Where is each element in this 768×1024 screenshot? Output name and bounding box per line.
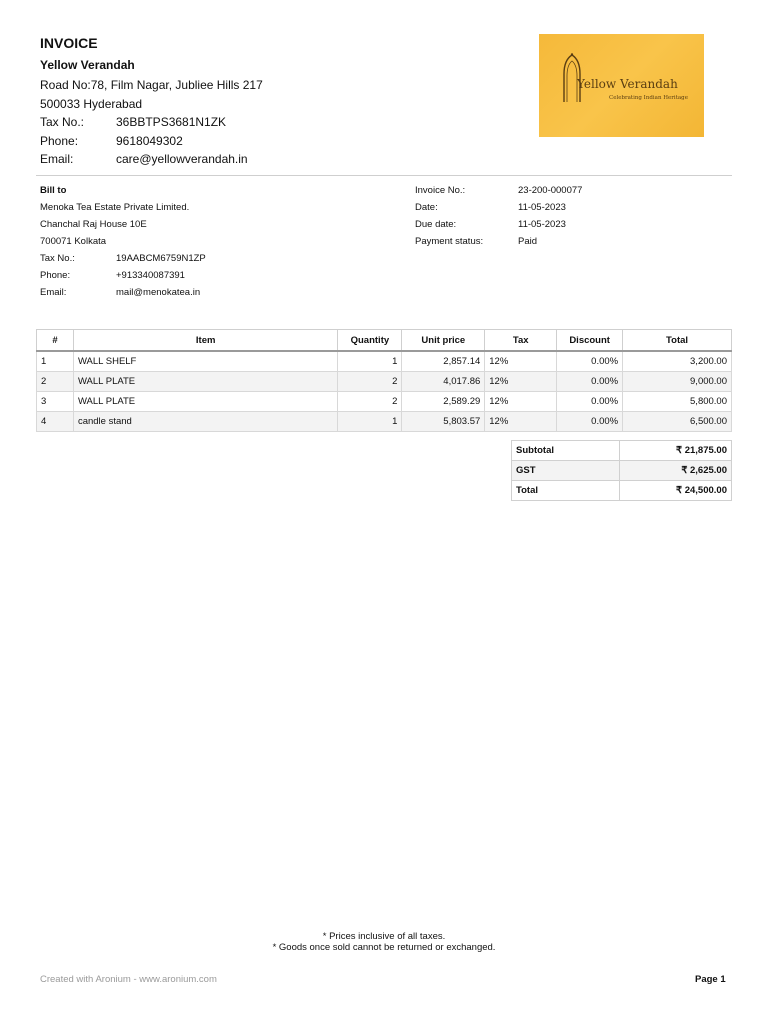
seller-phone-row [40, 132, 263, 151]
footer-note-returns: * Goods once sold cannot be returned or exchanged. [272, 942, 496, 953]
items-header-row [37, 330, 732, 352]
due-date-label: Due date: [415, 219, 457, 230]
seller-email-value: care@yellowverandah.in [116, 152, 248, 166]
footer-notes [0, 931, 768, 953]
cell-quantity: 2 [338, 392, 402, 412]
invoice-no-value: 23-200-000077 [518, 185, 583, 196]
items-table [36, 329, 732, 432]
col-header-discount: Discount [557, 330, 623, 352]
date-label: Date: [415, 202, 438, 213]
bill-to-tax-value: 19AABCM6759N1ZP [116, 253, 206, 264]
bill-to-address-line2: 700071 Kolkata [40, 236, 107, 247]
grand-total-row [512, 481, 732, 501]
cell-item: WALL PLATE [73, 392, 337, 412]
cell-item: WALL PLATE [73, 372, 337, 392]
seller-phone-label: Phone: [40, 133, 79, 148]
grand-total-value: ₹ 24,500.00 [620, 481, 732, 501]
logo-tagline: Celebrating Indian Heritage [609, 95, 688, 101]
date-row [415, 202, 582, 219]
due-date-row [415, 219, 582, 236]
seller-phone-value: 9618049302 [116, 133, 183, 148]
cell-tax: 12% [485, 412, 557, 432]
cell-total: 5,800.00 [623, 392, 732, 412]
cell-total: 3,200.00 [623, 351, 732, 372]
totals-table [511, 440, 732, 501]
cell-number: 3 [37, 392, 74, 412]
cell-unit-price: 4,017.86 [402, 372, 485, 392]
bill-to-phone-row [40, 270, 206, 287]
invoice-meta [415, 185, 582, 253]
due-date-value: 11-05-2023 [518, 219, 566, 230]
page-number: Page 1 [695, 974, 726, 985]
cell-tax: 12% [485, 351, 557, 372]
logo-name: Yellow Verandah [577, 77, 678, 91]
bill-to-email-value: mail@menokatea.in [116, 287, 201, 298]
cell-unit-price: 5,803.57 [402, 412, 485, 432]
header-divider [36, 175, 732, 176]
seller-name: Yellow Verandah [40, 58, 135, 72]
invoice-no-row [415, 185, 582, 202]
table-row [37, 351, 732, 372]
company-logo [539, 34, 704, 137]
bill-to-phone-label: Phone: [40, 270, 71, 281]
table-row [37, 372, 732, 392]
date-value: 11-05-2023 [518, 202, 566, 213]
col-header-total: Total [623, 330, 732, 352]
bill-to-address-line1: Chanchal Raj House 10E [40, 219, 147, 230]
payment-status-value: Paid [518, 236, 538, 247]
bill-to-email-row [40, 287, 206, 304]
created-with-link[interactable]: Created with Aronium - www.aronium.com [40, 974, 217, 985]
bill-to-tax-row [40, 253, 206, 270]
cell-discount: 0.00% [557, 372, 623, 392]
bill-to-heading: Bill to [40, 185, 67, 196]
cell-unit-price: 2,857.14 [402, 351, 485, 372]
gst-label: GST [512, 461, 620, 481]
cell-total: 6,500.00 [623, 412, 732, 432]
col-header-unit-price: Unit price [402, 330, 485, 352]
seller-tax-row [40, 113, 263, 132]
cell-quantity: 2 [338, 372, 402, 392]
gst-row [512, 461, 732, 481]
cell-discount: 0.00% [557, 351, 623, 372]
subtotal-value: ₹ 21,875.00 [620, 441, 732, 461]
payment-status-label: Payment status: [415, 236, 484, 247]
invoice-no-label: Invoice No.: [415, 185, 466, 196]
payment-status-row [415, 236, 582, 253]
seller-address-line1: Road No:78, Film Nagar, Jubliee Hills 217 [40, 78, 263, 92]
cell-number: 2 [37, 372, 74, 392]
cell-item: candle stand [73, 412, 337, 432]
seller-tax-value: 36BBTPS3681N1ZK [116, 115, 227, 129]
grand-total-label: Total [512, 481, 620, 501]
cell-item: WALL SHELF [73, 351, 337, 372]
cell-tax: 12% [485, 392, 557, 412]
bill-to-email-label: Email: [40, 287, 67, 298]
bill-to-tax-label: Tax No.: [40, 253, 75, 264]
gst-value: ₹ 2,625.00 [620, 461, 732, 481]
col-header-tax: Tax [485, 330, 557, 352]
cell-quantity: 1 [338, 351, 402, 372]
cell-total: 9,000.00 [623, 372, 732, 392]
col-header-number: # [37, 330, 74, 352]
subtotal-label: Subtotal [512, 441, 620, 461]
bill-to-company: Menoka Tea Estate Private Limited. [40, 202, 190, 213]
cell-number: 1 [37, 351, 74, 372]
col-header-item: Item [73, 330, 337, 352]
seller-email-row [40, 150, 263, 169]
cell-unit-price: 2,589.29 [402, 392, 485, 412]
cell-quantity: 1 [338, 412, 402, 432]
cell-discount: 0.00% [557, 392, 623, 412]
col-header-quantity: Quantity [338, 330, 402, 352]
seller-tax-label: Tax No.: [40, 115, 85, 129]
cell-number: 4 [37, 412, 74, 432]
table-row [37, 412, 732, 432]
cell-tax: 12% [485, 372, 557, 392]
bill-to-phone-value: +913340087391 [116, 270, 185, 281]
seller-address-line2: 500033 Hyderabad [40, 96, 143, 111]
table-row [37, 392, 732, 412]
seller-email-label: Email: [40, 152, 74, 166]
seller-details [40, 76, 263, 169]
footer-note-prices: * Prices inclusive of all taxes. [322, 931, 446, 942]
subtotal-row [512, 441, 732, 461]
cell-discount: 0.00% [557, 412, 623, 432]
bill-to-section [40, 185, 206, 304]
invoice-title: INVOICE [40, 35, 98, 51]
